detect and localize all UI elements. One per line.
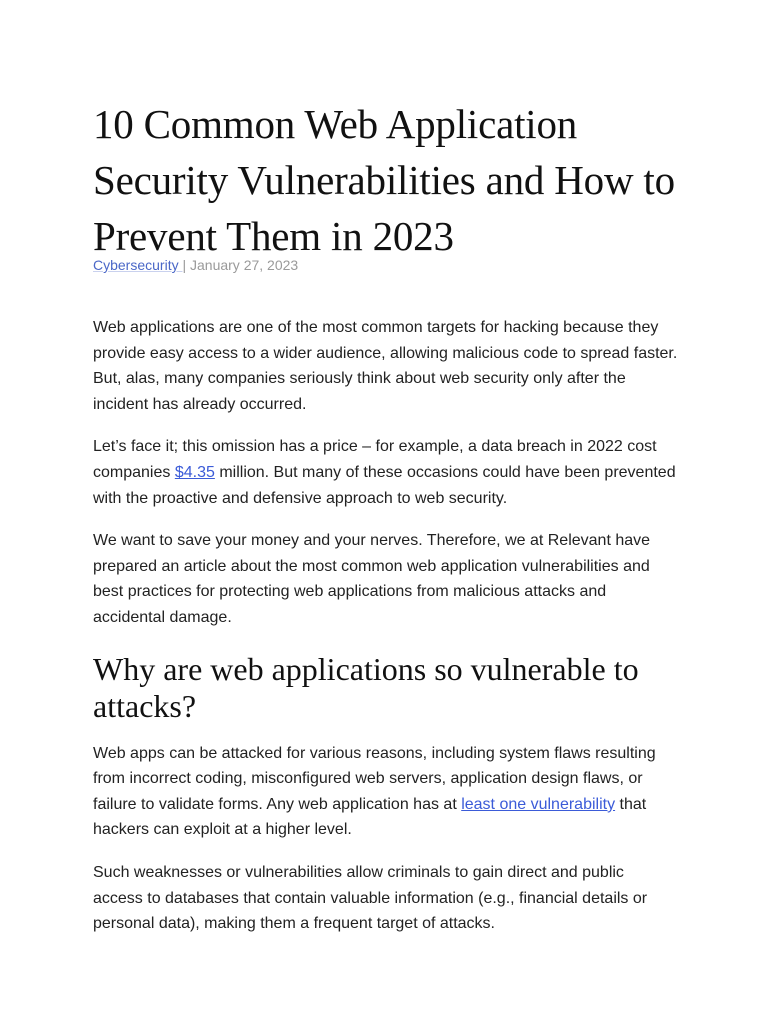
reasons-text-after: that hackers can exploit at a higher level. bbox=[93, 795, 647, 839]
article bbox=[93, 96, 678, 937]
article-title: 10 Common Web Application Security Vulnerabilities and How to Prevent Them in 2023 bbox=[93, 101, 675, 259]
vulnerability-link[interactable]: least one vulnerability bbox=[461, 795, 616, 813]
weaknesses-paragraph: Such weaknesses or vulnerabilities allow criminals to gain direct and public access to databases that contain valuable information (e.g., financial details or personal data), making them a frequent target of attacks. bbox=[93, 863, 648, 933]
category-link[interactable]: Cybersecurity bbox=[93, 257, 183, 273]
section-heading: Why are web applications so vulnerable to attacks? bbox=[93, 650, 639, 724]
intro-paragraph: Web applications are one of the most common targets for hacking because they provide easy access to a wider audience, allowing malicious code to spread faster. But, alas, many companies seriously think about web security only after the incident has already occurred. bbox=[93, 319, 678, 413]
meta-separator: | bbox=[182, 257, 190, 273]
publish-date: January 27, 2023 bbox=[190, 257, 299, 273]
data-breach-cost-link[interactable]: $4.35 bbox=[174, 463, 215, 481]
cost-text-before: Let’s face it; this omission has a price – for example, a data breach in 2022 cost companies bbox=[93, 438, 657, 481]
cost-paragraph bbox=[93, 434, 678, 511]
reasons-paragraph bbox=[93, 741, 678, 843]
relevant-paragraph: We want to save your money and your nerves. Therefore, we at Relevant have prepared an article about the most common web application vulnerabilities and best practices for protecting web applications from malicious attacks and accidental damage. bbox=[93, 532, 651, 626]
cost-text-after: million. But many of these occasions could have been prevented with the proactive and defensive approach to web security. bbox=[93, 463, 676, 507]
reasons-text-before: Web apps can be attacked for various reasons, including system flaws resulting from incorrect coding, misconfigured web servers, application design flaws, or failure to validate forms. Any web application has at bbox=[93, 744, 656, 813]
